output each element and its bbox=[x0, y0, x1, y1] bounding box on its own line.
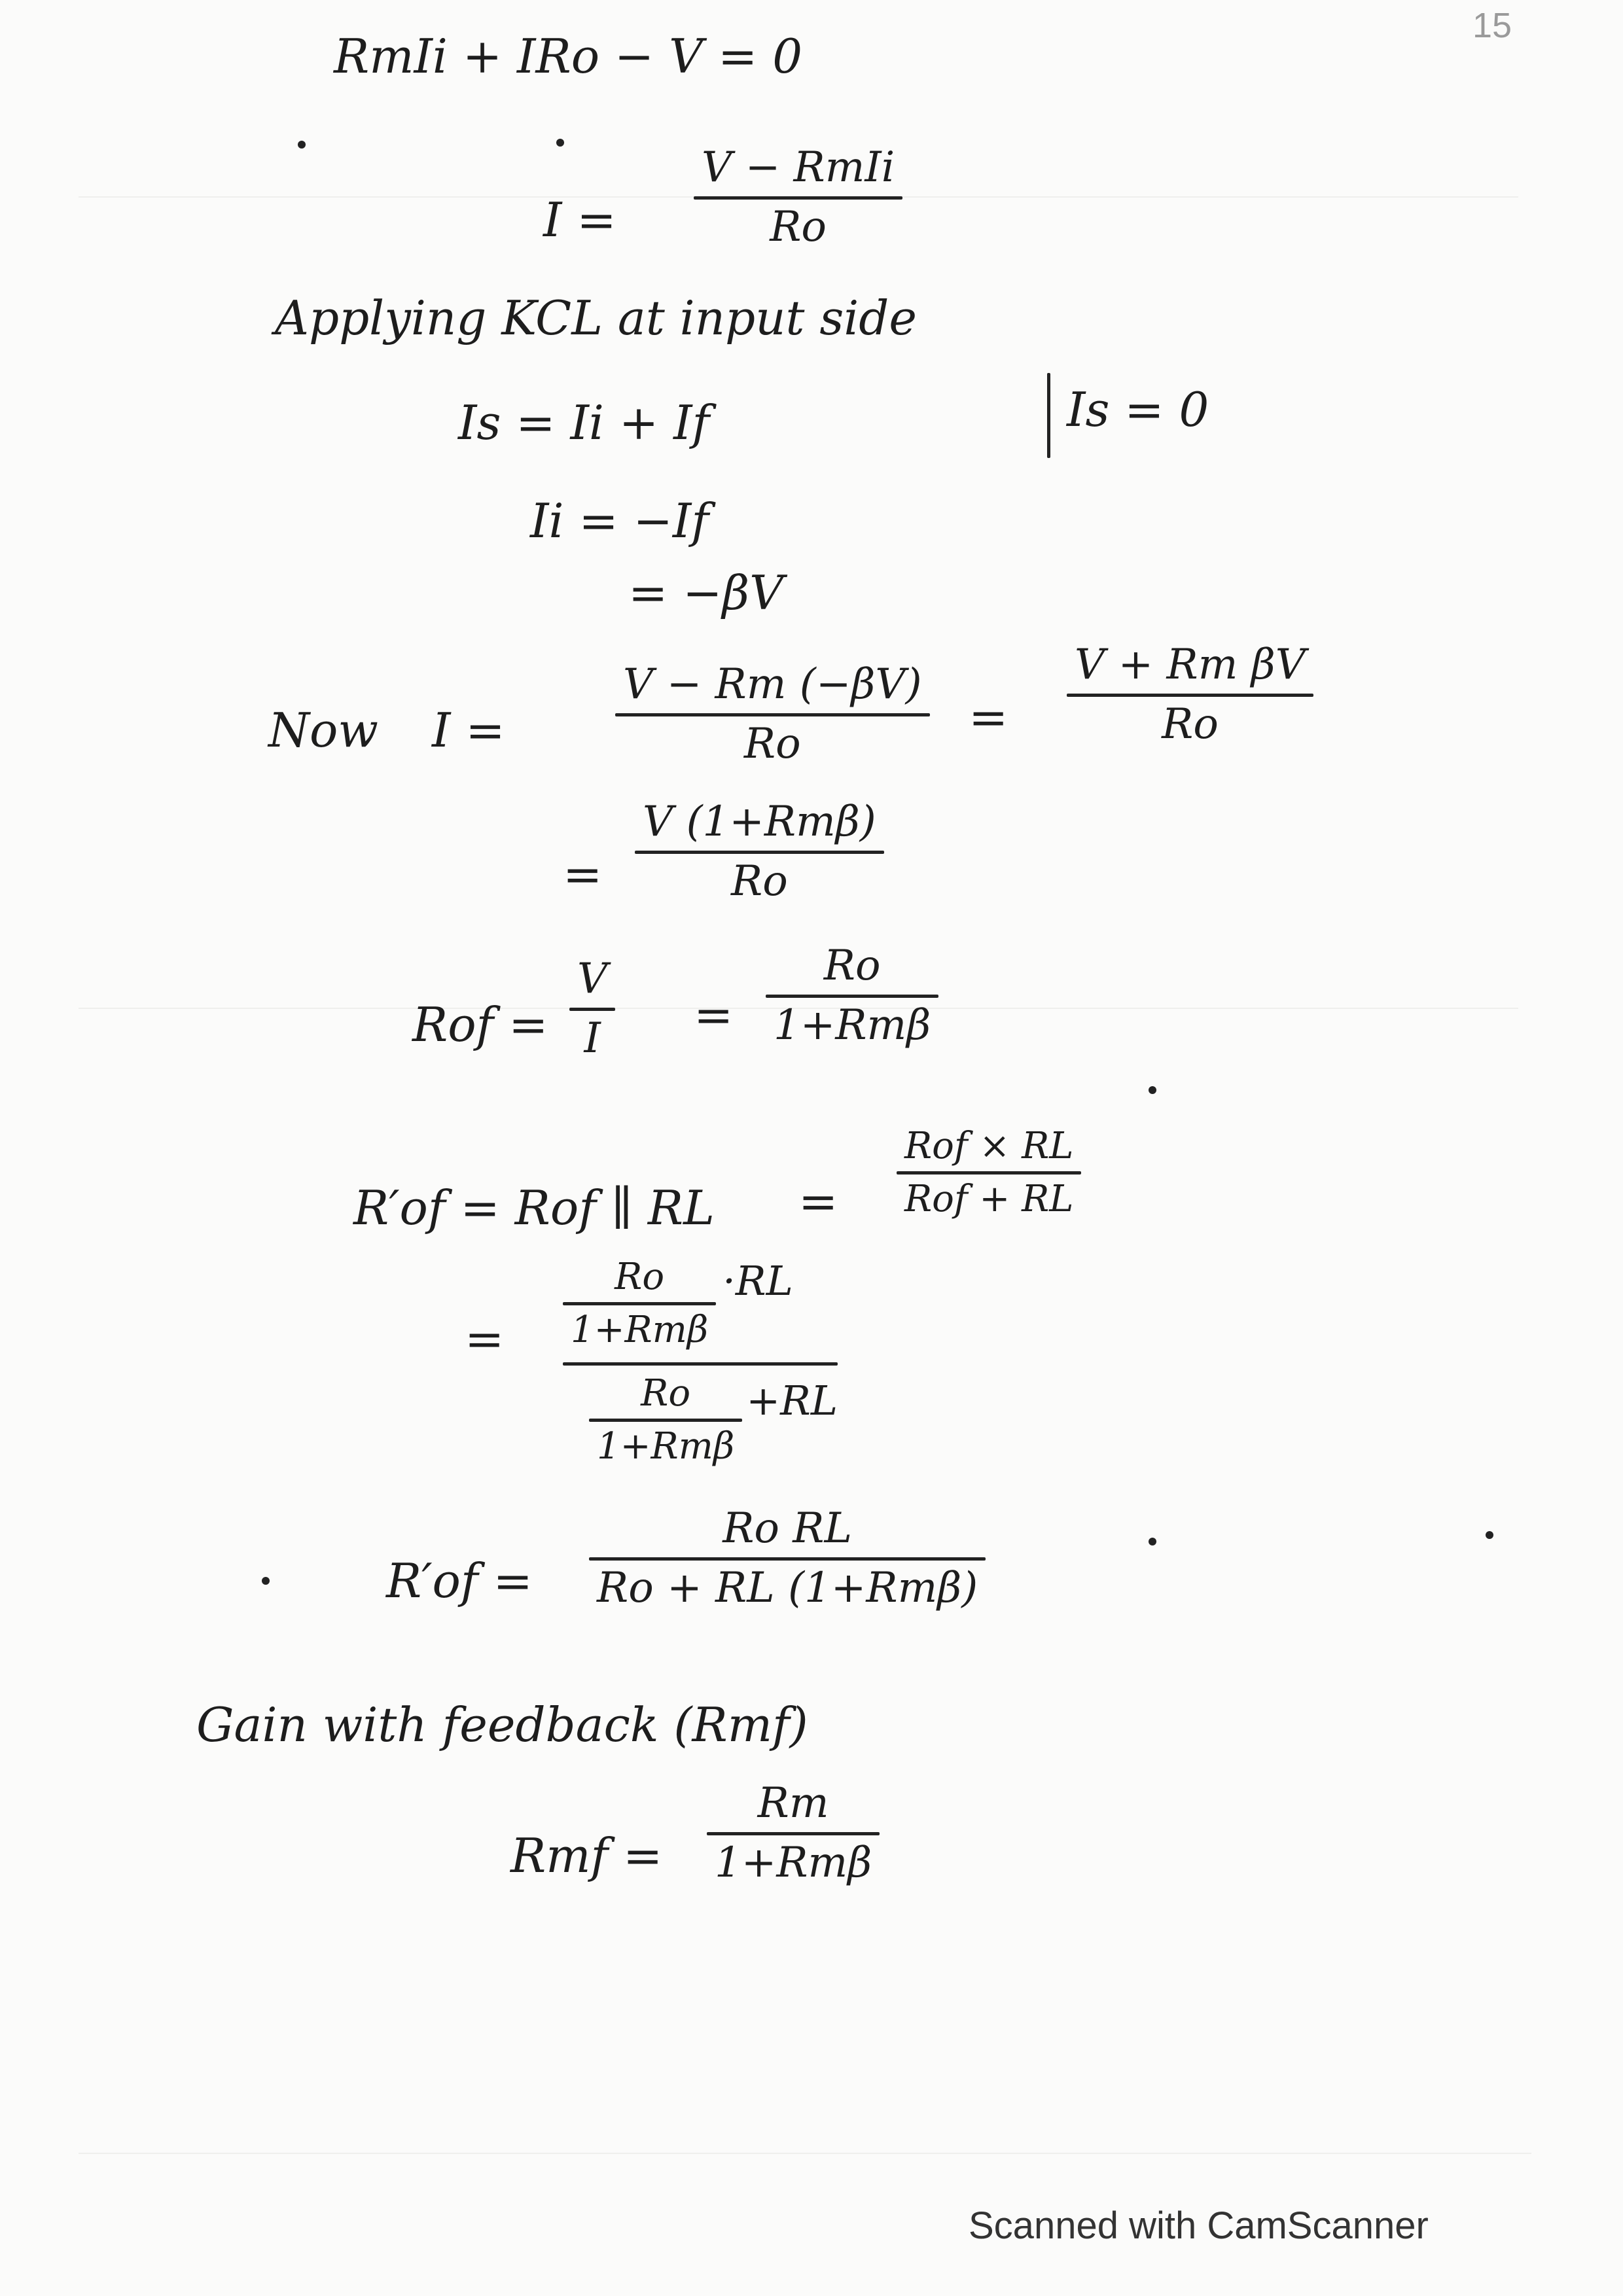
fraction-denominator: 1+Rmβ bbox=[774, 1000, 931, 1050]
fraction-numerator: Ro bbox=[615, 1256, 665, 1298]
fraction-bar bbox=[694, 196, 902, 200]
fraction-bar bbox=[589, 1557, 986, 1561]
equals-sign: = bbox=[694, 987, 734, 1042]
fraction-numerator: Ro bbox=[641, 1372, 691, 1415]
fraction-bar bbox=[707, 1832, 880, 1835]
rof-prime-final-fraction bbox=[589, 1505, 986, 1612]
current-fraction bbox=[694, 144, 902, 251]
rmf-lhs: Rmf = bbox=[510, 1828, 663, 1883]
ink-dot bbox=[262, 1577, 270, 1585]
fraction-numerator: V − Rm (−βV) bbox=[623, 660, 922, 709]
equals-sign: = bbox=[563, 847, 603, 902]
compound-numerator bbox=[563, 1256, 793, 1352]
compound-numerator-tail: ·RL bbox=[722, 1256, 793, 1305]
fraction-numerator: V + Rm βV bbox=[1075, 641, 1306, 689]
fraction-numerator: V (1+Rmβ) bbox=[643, 798, 876, 846]
fraction-numerator: Ro bbox=[823, 942, 881, 990]
fraction-denominator: Ro bbox=[731, 857, 788, 906]
fraction-denominator: Ro + RL (1+Rmβ) bbox=[597, 1563, 978, 1612]
now-fraction-2 bbox=[1067, 641, 1313, 749]
kvl-equation: RmIi + IRo − V = 0 bbox=[334, 29, 803, 84]
fraction-denominator: Ro bbox=[743, 719, 801, 768]
fraction-bar bbox=[569, 1008, 615, 1011]
v-over-i-fraction bbox=[569, 955, 615, 1063]
now-lhs: I = bbox=[432, 703, 505, 758]
side-note-divider bbox=[1047, 373, 1050, 458]
kcl-heading: Applying KCL at input side bbox=[275, 291, 917, 345]
scanner-watermark: Scanned with CamScanner bbox=[969, 2204, 1429, 2247]
fraction-denominator: 1+Rmβ bbox=[597, 1425, 735, 1468]
equals-sign: = bbox=[465, 1311, 505, 1366]
compound-denominator-tail: +RL bbox=[746, 1376, 838, 1424]
now-label: Now bbox=[268, 703, 378, 758]
compound-denominator bbox=[589, 1373, 838, 1468]
fraction-denominator: Rof + RL bbox=[904, 1178, 1074, 1221]
fraction-numerator: Rm bbox=[757, 1779, 829, 1828]
rof-prime-final-lhs: R′of = bbox=[386, 1553, 533, 1608]
kcl-equation: Is = Ii + If bbox=[458, 395, 710, 450]
parallel-fraction bbox=[897, 1125, 1081, 1221]
rmf-fraction bbox=[707, 1780, 880, 1887]
fraction-bar bbox=[1067, 694, 1313, 697]
gain-heading: Gain with feedback (Rmf) bbox=[196, 1697, 808, 1752]
now-fraction-1 bbox=[615, 661, 930, 768]
fraction-denominator: 1+Rmβ bbox=[571, 1309, 709, 1352]
fraction-numerator: V bbox=[577, 955, 608, 1003]
ink-dot bbox=[1149, 1086, 1156, 1094]
fraction-denominator: Ro bbox=[1162, 699, 1219, 749]
inner-fraction bbox=[589, 1373, 742, 1468]
fraction-denominator: Ro bbox=[770, 202, 827, 251]
fraction-bar bbox=[766, 995, 938, 998]
page-number: 15 bbox=[1472, 6, 1512, 45]
rof-fraction bbox=[766, 942, 938, 1050]
fraction-denominator: 1+Rmβ bbox=[715, 1838, 872, 1887]
equals-sign: = bbox=[798, 1174, 838, 1229]
fraction-bar bbox=[563, 1302, 716, 1305]
rof-lhs: Rof = bbox=[412, 997, 548, 1052]
ink-dot bbox=[1486, 1531, 1493, 1539]
fraction-bar bbox=[897, 1171, 1081, 1174]
fraction-bar bbox=[635, 851, 884, 854]
ink-dot bbox=[1149, 1538, 1156, 1545]
current-equation-lhs: I = bbox=[543, 192, 616, 247]
inner-fraction bbox=[563, 1256, 716, 1352]
compound-fraction bbox=[563, 1256, 838, 1472]
fraction-bar bbox=[615, 713, 930, 716]
fraction-numerator: Ro RL bbox=[722, 1504, 852, 1553]
side-note: Is = 0 bbox=[1067, 382, 1209, 437]
simplified-current-fraction bbox=[635, 798, 884, 906]
equals-sign: = bbox=[969, 690, 1008, 745]
ink-dot bbox=[556, 139, 564, 147]
rof-prime-parallel: R′of = Rof ∥ RL bbox=[353, 1180, 715, 1235]
input-current-result: = −βV bbox=[628, 565, 784, 620]
scan-ghost-line bbox=[79, 2153, 1531, 2154]
fraction-numerator: Rof × RL bbox=[904, 1125, 1074, 1167]
ink-dot bbox=[298, 141, 306, 149]
fraction-denominator: I bbox=[584, 1014, 601, 1063]
input-current-equation: Ii = −If bbox=[530, 493, 709, 548]
fraction-bar bbox=[563, 1362, 838, 1366]
fraction-numerator: V − RmIi bbox=[702, 143, 895, 192]
fraction-bar bbox=[589, 1419, 742, 1422]
